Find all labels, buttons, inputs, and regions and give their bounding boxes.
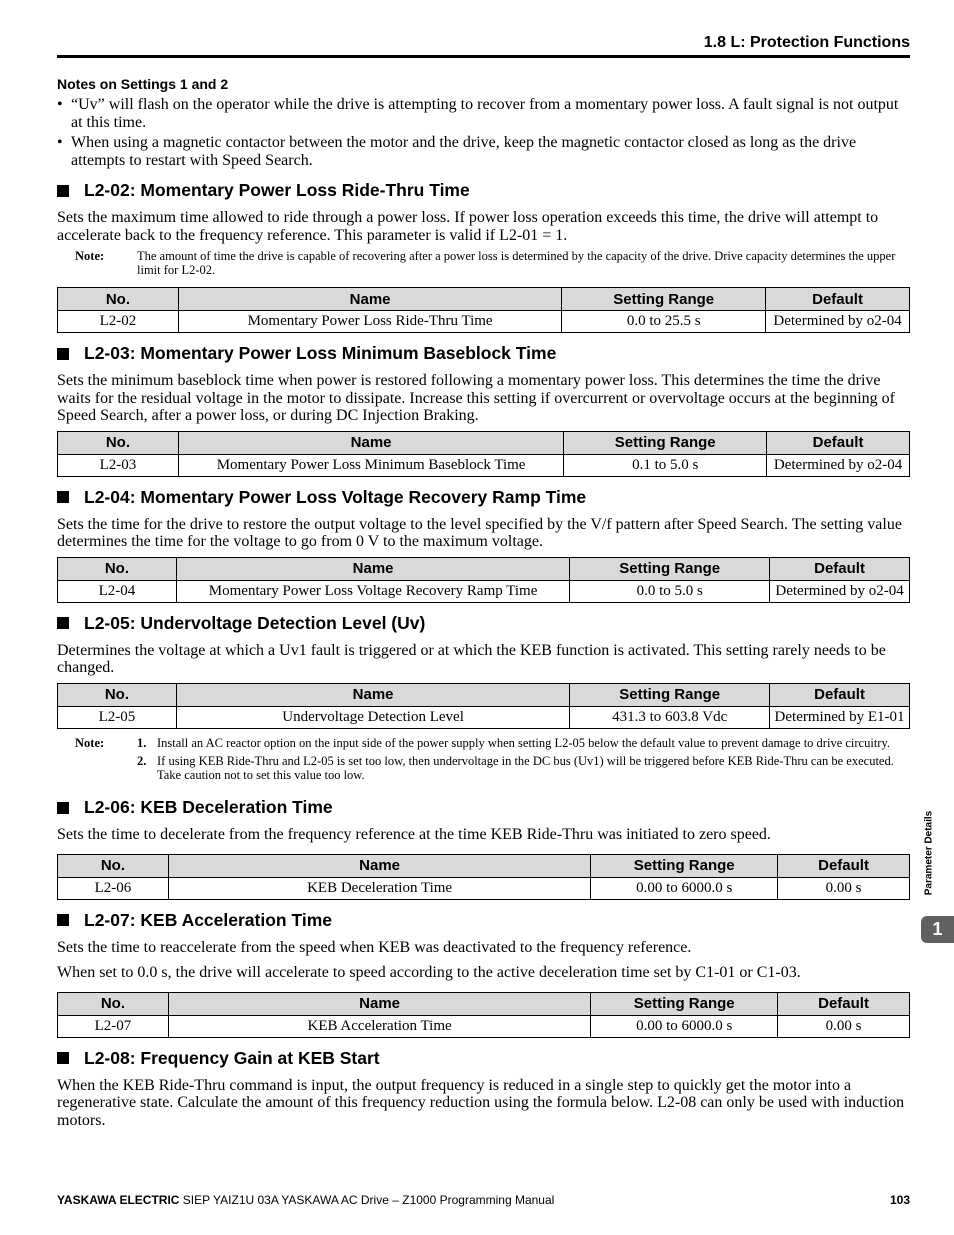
parameter-table-l2-06 — [57, 854, 910, 900]
footer-doc-title: SIEP YAIZ1U 03A YASKAWA AC Drive – Z1000 Programming Manual — [179, 1193, 555, 1207]
parameter-table-l2-04 — [57, 557, 910, 603]
col-header-name: Name — [168, 992, 590, 1015]
table-header-row — [58, 431, 910, 454]
col-header-name: Name — [178, 288, 562, 311]
footer-brand: YASKAWA ELECTRIC — [57, 1193, 180, 1207]
col-header-range: Setting Range — [570, 557, 770, 580]
square-bullet-icon — [57, 914, 69, 926]
side-section-label: Parameter Details — [923, 810, 935, 895]
section-title: 1.8 L: Protection Functions — [703, 34, 910, 51]
col-header-name: Name — [178, 431, 564, 454]
col-header-range: Setting Range — [591, 992, 778, 1015]
table-row — [58, 706, 910, 728]
square-bullet-icon — [57, 802, 69, 814]
cell-default: Determined by E1-01 — [770, 706, 910, 728]
list-item: • “Uv” will flash on the operator while the drive is attempting to recover from a momentary power loss. A fault signal is not output at this time. — [57, 96, 899, 131]
list-item: • When using a magnetic contactor between the motor and the drive, keep the magnetic contactor closed as long as the drive attempts to restart with Speed Search. — [57, 134, 857, 169]
note-item: 1. Install an AC reactor option on the input side of the power supply when setting L2-05 below the default value to prevent damage to drive circuitry. — [137, 735, 891, 750]
cell-no: L2-07 — [58, 1015, 169, 1037]
note — [57, 250, 910, 277]
col-header-range: Setting Range — [564, 431, 767, 454]
chapter-tab: 1 — [921, 916, 954, 943]
cell-default: Determined by o2-04 — [766, 311, 910, 333]
section-body: Sets the time to decelerate from the frequency reference at the time KEB Ride-Thru was initiated to zero speed. — [57, 826, 771, 843]
col-header-default: Default — [778, 854, 910, 877]
table-header-row — [58, 557, 910, 580]
cell-range: 0.1 to 5.0 s — [564, 454, 767, 476]
col-header-range: Setting Range — [570, 683, 770, 706]
cell-name: KEB Deceleration Time — [168, 877, 590, 899]
notes-list — [57, 96, 910, 170]
parameter-table-l2-07 — [57, 992, 910, 1038]
cell-name: KEB Acceleration Time — [168, 1015, 590, 1037]
col-header-default: Default — [778, 992, 910, 1015]
cell-default: 0.00 s — [778, 877, 910, 899]
col-header-no: No. — [58, 288, 179, 311]
table-row — [58, 580, 910, 602]
table-row — [58, 1015, 910, 1037]
col-header-no: No. — [58, 854, 169, 877]
col-header-no: No. — [58, 431, 179, 454]
cell-range: 431.3 to 603.8 Vdc — [570, 706, 770, 728]
col-header-default: Default — [767, 431, 910, 454]
section-heading-l2-05: L2-05: Undervoltage Detection Level (Uv) — [57, 613, 910, 634]
section-heading-l2-06: L2-06: KEB Deceleration Time — [57, 797, 910, 818]
col-header-no: No. — [58, 557, 177, 580]
table-row — [58, 311, 910, 333]
parameter-table-l2-02 — [57, 287, 910, 333]
col-header-name: Name — [176, 683, 569, 706]
section-body: Sets the maximum time allowed to ride through a power loss. If power loss operation exceeds this time, the drive will attempt to accelerate back to the frequency reference. This parameter is valid if L2-01 = 1. — [57, 209, 879, 244]
col-header-default: Default — [770, 683, 910, 706]
cell-no: L2-04 — [58, 580, 177, 602]
cell-range: 0.00 to 6000.0 s — [591, 1015, 778, 1037]
note-body — [137, 737, 910, 788]
col-header-no: No. — [58, 683, 177, 706]
col-header-range: Setting Range — [591, 854, 778, 877]
page-footer — [57, 1193, 910, 1207]
cell-name: Momentary Power Loss Minimum Baseblock Time — [178, 454, 564, 476]
cell-no: L2-02 — [58, 311, 179, 333]
section-body: Determines the voltage at which a Uv1 fault is triggered or at which the KEB function is activated. This setting rarely needs to be changed. — [57, 641, 886, 676]
square-bullet-icon — [57, 491, 69, 503]
cell-range: 0.00 to 6000.0 s — [591, 877, 778, 899]
note-item: 2. If using KEB Ride-Thru and L2-05 is set too low, then undervoltage in the DC bus (Uv1) will be triggered before KEB Ride-Thru can be executed. Take caution not to set this value too low. — [137, 754, 894, 782]
cell-default: Determined by o2-04 — [770, 580, 910, 602]
col-header-name: Name — [176, 557, 569, 580]
section-body-2: When set to 0.0 s, the drive will accelerate to speed according to the active deceleration time set by C1-01 or C1-03. — [57, 964, 801, 981]
page-header — [57, 33, 910, 58]
cell-no: L2-03 — [58, 454, 179, 476]
main-content — [57, 76, 910, 1135]
parameter-table-l2-05 — [57, 683, 910, 729]
table-header-row — [58, 992, 910, 1015]
section-body: Sets the time to reaccelerate from the speed when KEB was deactivated to the frequency reference. — [57, 938, 692, 956]
col-header-default: Default — [766, 288, 910, 311]
table-header-row — [58, 288, 910, 311]
cell-range: 0.0 to 5.0 s — [570, 580, 770, 602]
section-heading-l2-03: L2-03: Momentary Power Loss Minimum Baseblock Time — [57, 343, 910, 364]
table-header-row — [58, 854, 910, 877]
section-body: Sets the minimum baseblock time when power is restored following a momentary power loss. This determines the time the drive waits for the residual voltage in the motor to dissipate. Increase this setting if overcurrent or overvoltage occurs at the beginning of Speed Search, after a power loss, or during DC Injection Braking. — [57, 372, 895, 424]
parameter-table-l2-03 — [57, 431, 910, 477]
note-label: Note: — [75, 735, 105, 750]
cell-default: Determined by o2-04 — [767, 454, 910, 476]
cell-range: 0.0 to 25.5 s — [562, 311, 766, 333]
cell-name: Momentary Power Loss Voltage Recovery Ramp Time — [176, 580, 569, 602]
note-text: The amount of time the drive is capable of recovering after a power loss is determined by the capacity of the drive. Drive capacity determines the upper limit for L2-02. — [137, 249, 896, 277]
notes-title: Notes on Settings 1 and 2 — [57, 76, 229, 92]
cell-name: Undervoltage Detection Level — [176, 706, 569, 728]
col-header-no: No. — [58, 992, 169, 1015]
square-bullet-icon — [57, 1052, 69, 1064]
cell-name: Momentary Power Loss Ride-Thru Time — [178, 311, 562, 333]
page-number: 103 — [889, 1193, 910, 1207]
bullet: • — [57, 134, 63, 151]
section-body: When the KEB Ride-Thru command is input, the output frequency is reduced in a single step to quickly get the motor into a regenerative state. Calculate the amount of this frequency reduction using the formula below. L2-08 can only be used with induction motors. — [57, 1076, 905, 1129]
square-bullet-icon — [57, 617, 69, 629]
cell-no: L2-06 — [58, 877, 169, 899]
note-label: Note: — [75, 249, 105, 263]
cell-no: L2-05 — [58, 706, 177, 728]
bullet: • — [57, 96, 63, 113]
table-row — [58, 454, 910, 476]
table-header-row — [58, 683, 910, 706]
col-header-range: Setting Range — [562, 288, 766, 311]
note — [57, 737, 910, 788]
col-header-name: Name — [168, 854, 590, 877]
col-header-default: Default — [770, 557, 910, 580]
cell-default: 0.00 s — [778, 1015, 910, 1037]
section-heading-l2-08: L2-08: Frequency Gain at KEB Start — [57, 1048, 910, 1069]
square-bullet-icon — [57, 348, 69, 360]
section-heading-l2-02: L2-02: Momentary Power Loss Ride-Thru Time — [57, 180, 910, 201]
section-heading-l2-07: L2-07: KEB Acceleration Time — [57, 910, 910, 931]
square-bullet-icon — [57, 185, 69, 197]
table-row — [58, 877, 910, 899]
section-body: Sets the time for the drive to restore the output voltage to the level specified by the V/f pattern after Speed Search. The setting value determines the time for the voltage to go from 0 V to the maximum voltage. — [57, 515, 902, 550]
section-heading-l2-04: L2-04: Momentary Power Loss Voltage Recovery Ramp Time — [57, 487, 910, 508]
